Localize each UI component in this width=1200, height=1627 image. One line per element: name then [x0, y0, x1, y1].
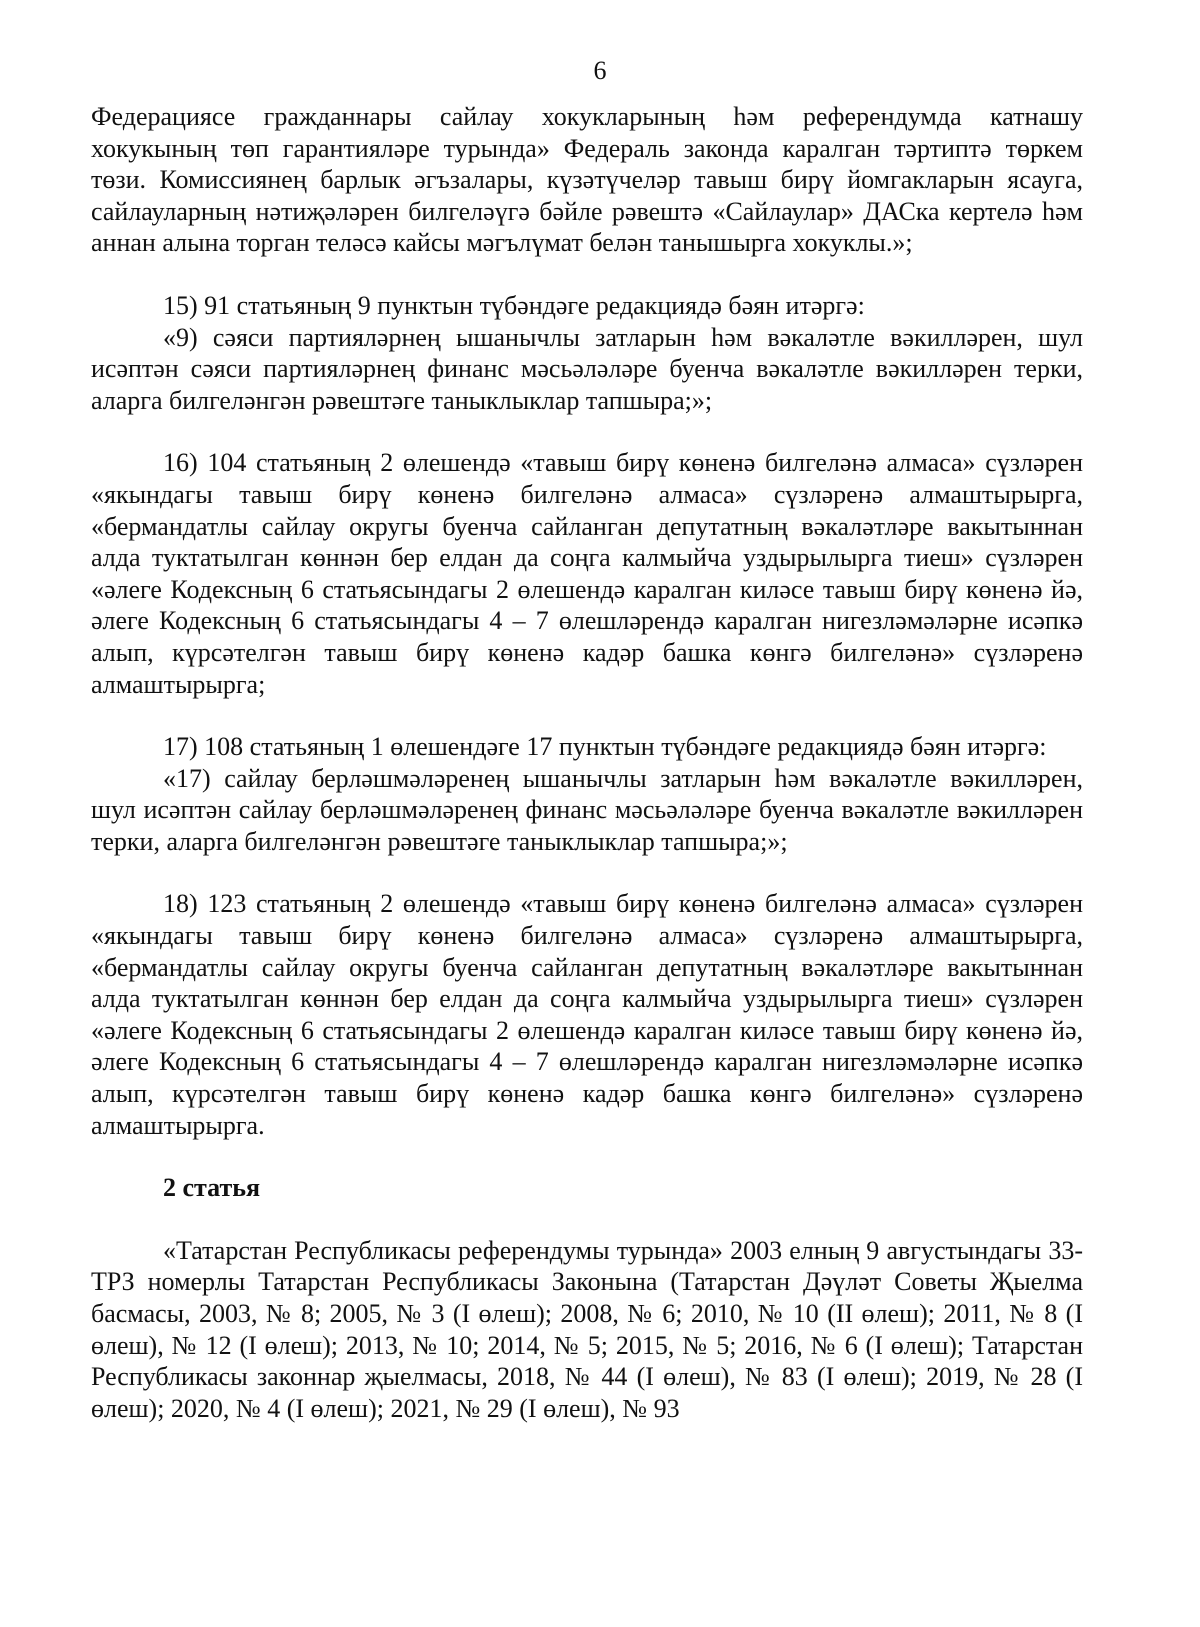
article-2-paragraph: «Татарстан Республикасы референдумы турында» 2003 елның 9 августындагы 33-ТРЗ номерлы Татарстан Республикасы Законына (Татарстан Дәүләт Советы Җыелма басмасы, 2003, № 8; 2005, № 3 (I өлеш); 2008, № 6; 2010, № 10 (II өлеш); 2011, № 8 (I өлеш), № 12 (I өлеш); 2013, № 10; 2014, № 5; 2015, № 5; 2016, № 6 (I өлеш); Татарстан Республикасы законнар җыелмасы, 2018, № 44 (I өлеш), № 83 (I өлеш); 2019, № 28 (I өлеш); 2020, № 4 (I өлеш); 2021, № 29 (I өлеш), № 93 [91, 1235, 1083, 1423]
paragraph-continuation: Федерациясе гражданнары сайлау хокукларының һәм референдумда катнашу хокукының төп гарантияләре турында» Федераль законда каралган тәртиптә төркем төзи. Комиссиянең барлык әгъзалары, күзәтүчеләр тавыш бирү йомгакларын ясауга, сайлауларның нәтиҗәләрен билгеләүгә бәйле рәвештә «Сайлаулар» ДАСка кертелә һәм аннан алына торган теләсә кайсы мәгълүмат белән танышырга хокуклы.»; [91, 102, 1083, 258]
page-number: 6 [593, 56, 607, 85]
item-16: 16) 104 статьяның 2 өлешендә «тавыш бирү көненә билгеләнә алмаса» сүзләрен «якындагы тавыш бирү көненә билгеләнә алмаса» сүзләренә алмаштырырга, «бермандатлы сайлау округы буенча сайланган депутатның вәкаләтләре вакытыннан алда туктатылган көннән бер елдан да соңга калмыйча уздырылырга тиеш» сүзләрен «әлеге Кодексның 6 статьясындагы 2 өлешендә каралган киләсе тавыш бирү көненә йә, әлеге Кодексның 6 статьясындагы 4 – 7 өлешләрендә каралган нигезләмәләрне исәпкә алып, күрсәтелгән тавыш бирү көненә кадәр башка көнгә билгеләнә» сүзләренә алмаштырырга; [91, 448, 1083, 699]
item-15-text: «9) сәяси партияләрнең ышанычлы затларын һәм вәкаләтле вәкилләрен, шул исәптән сәяси партияләрнең финанс мәсьәләләре буенча вәкаләтле вәкилләрен терки, аларга билгеләнгән рәвештәге таныклыклар тапшыра;»; [91, 322, 1083, 415]
article-heading: 2 статья [163, 1173, 261, 1203]
item-17-intro: 17) 108 статьяның 1 өлешендәге 17 пунктын түбәндәге редакциядә бәян итәргә: [163, 732, 1047, 762]
item-18: 18) 123 статьяның 2 өлешендә «тавыш бирү көненә билгеләнә алмаса» сүзләрен «якындагы тавыш бирү көненә билгеләнә алмаса» сүзләренә алмаштырырга, «бермандатлы сайлау округы буенча сайланган депутатның вәкаләтләре вакытыннан алда туктатылган көннән бер елдан да соңга калмыйча уздырылырга тиеш» сүзләрен «әлеге Кодексның 6 статьясындагы 2 өлешендә каралган киләсе тавыш бирү көненә йә, әлеге Кодексның 6 статьясындагы 4 – 7 өлешләрендә каралган нигезләмәләрне исәпкә алып, күрсәтелгән тавыш бирү көненә кадәр башка көнгә билгеләнә» сүзләренә алмаштырырга. [91, 889, 1083, 1140]
document-body [91, 101, 1083, 1424]
item-17-text: «17) сайлау берләшмәләренең ышанычлы затларын һәм вәкаләтле вәкилләрен, шул исәптән сайлау берләшмәләренең финанс мәсьәләләре буенча вәкаләтле вәкилләрен терки, аларга билгеләнгән рәвештәге таныклыклар тапшыра;»; [91, 763, 1083, 856]
item-15-intro: 15) 91 статьяның 9 пунктын түбәндәге редакциядә бәян итәргә: [163, 290, 865, 320]
